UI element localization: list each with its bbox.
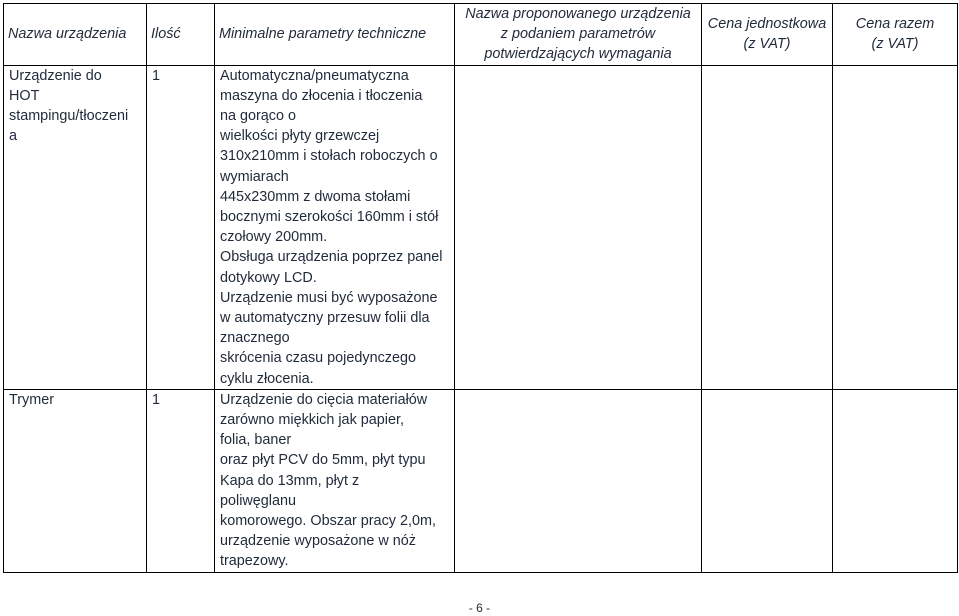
params-line: urządzenie wyposażone w nóż	[220, 533, 416, 550]
params-cell	[215, 65, 455, 389]
params-line: zarówno miękkich jak papier,	[220, 412, 404, 429]
device-name-line: HOT	[9, 87, 40, 104]
params-line: cyklu złocenia.	[220, 370, 314, 387]
params-line: Obsługa urządzenia poprzez panel	[220, 249, 443, 266]
header-row	[4, 4, 958, 66]
device-name-cell	[4, 389, 147, 572]
params-line: znacznego	[220, 330, 290, 347]
params-line: skrócenia czasu pojedynczego	[220, 350, 416, 367]
device-name-line: Trymer	[9, 391, 55, 408]
device-name-line: stampingu/tłoczeni	[9, 108, 129, 125]
header-unit-price-line-2: (z VAT)	[743, 36, 791, 53]
device-name-line: a	[9, 128, 18, 145]
header-unit-price-line-1: Cena jednostkowa	[707, 16, 827, 33]
device-name-line: Urządzenie do	[9, 67, 102, 84]
header-device-name: Nazwa urządzenia	[4, 4, 147, 66]
total-price-cell[interactable]	[833, 65, 958, 389]
header-total-price	[833, 4, 958, 66]
unit-price-cell[interactable]	[702, 389, 833, 572]
params-line: 310x210mm i stołach roboczych o	[220, 148, 438, 165]
params-line: wymiarach	[220, 168, 289, 185]
params-line: wielkości płyty grzewczej	[220, 128, 380, 145]
header-unit-price	[702, 4, 833, 66]
params-line: Kapa do 13mm, płyt z	[220, 472, 360, 489]
params-line: folia, baner	[220, 432, 292, 449]
table-row	[4, 389, 958, 572]
params-line: dotykowy LCD.	[220, 269, 317, 286]
proposed-device-cell[interactable]	[455, 65, 702, 389]
header-min-params: Minimalne parametry techniczne	[215, 4, 455, 66]
params-line: maszyna do złocenia i tłoczenia	[220, 87, 423, 104]
params-line: na gorąco o	[220, 108, 297, 125]
table-row	[4, 65, 958, 389]
header-proposed-line-3: potwierdzających wymagania	[484, 46, 672, 63]
quantity-cell: 1	[147, 65, 215, 389]
params-line: poliwęglanu	[220, 492, 297, 509]
page-number: - 6 -	[468, 601, 491, 615]
proposed-device-cell[interactable]	[455, 389, 702, 572]
params-line: Urządzenie musi być wyposażone	[220, 289, 438, 306]
params-line: bocznymi szerokości 160mm i stół	[220, 209, 439, 226]
header-proposed-device	[455, 4, 702, 66]
specification-table	[3, 3, 958, 573]
params-line: komorowego. Obszar pracy 2,0m,	[220, 513, 436, 530]
params-line: w automatyczny przesuw folii dla	[220, 310, 430, 327]
header-quantity: Ilość	[147, 4, 215, 66]
unit-price-cell[interactable]	[702, 65, 833, 389]
header-proposed-line-1: Nazwa proponowanego urządzenia	[465, 6, 691, 22]
params-line: Urządzenie do cięcia materiałów	[220, 391, 428, 408]
params-line: trapezowy.	[220, 553, 289, 570]
params-line: czołowy 200mm.	[220, 229, 328, 246]
params-cell	[215, 389, 455, 572]
header-total-price-line-1: Cena razem	[855, 16, 935, 33]
params-line: 445x230mm z dwoma stołami	[220, 188, 411, 205]
header-total-price-line-2: (z VAT)	[871, 36, 919, 53]
params-line: Automatyczna/pneumatyczna	[220, 67, 409, 84]
quantity-cell: 1	[147, 389, 215, 572]
total-price-cell[interactable]	[833, 389, 958, 572]
header-proposed-line-2: z podaniem parametrów	[500, 26, 656, 43]
device-name-cell	[4, 65, 147, 389]
params-line: oraz płyt PCV do 5mm, płyt typu	[220, 452, 426, 469]
